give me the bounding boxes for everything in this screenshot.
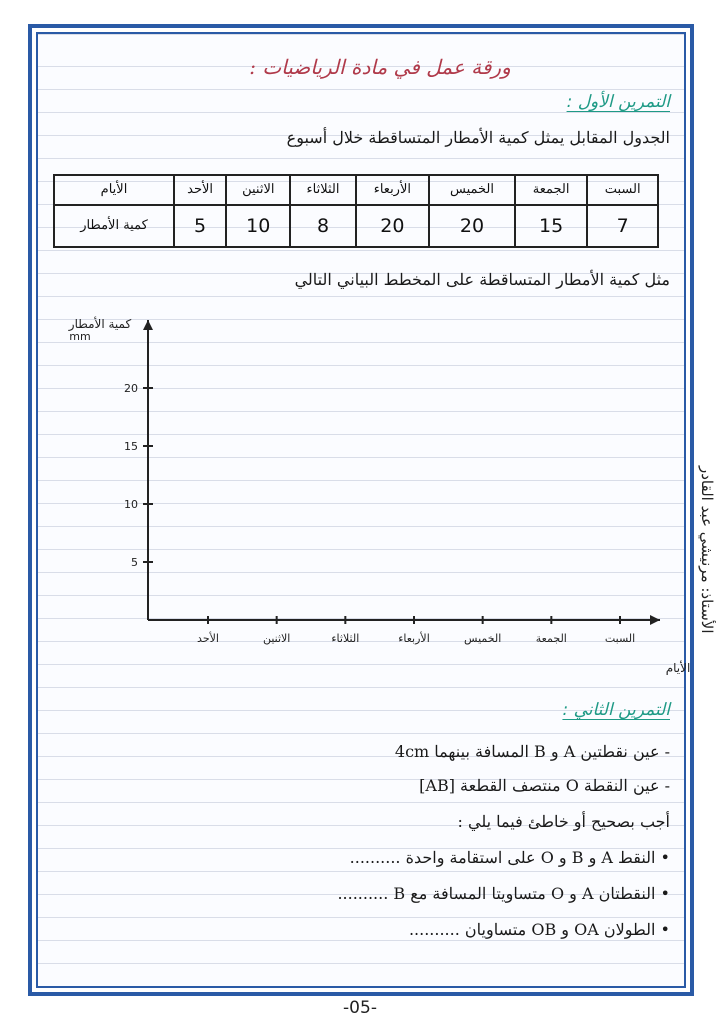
table-cell: 20 <box>356 205 429 247</box>
teacher-name: الأستاذ: مرنيشي عبد القادر <box>698 466 716 634</box>
x-tick-label: السبت <box>604 632 636 645</box>
x-tick-label: الأربعاء <box>398 632 430 645</box>
exercise1-instruction: الجدول المقابل يمثل كمية الأمطار المتساقطة خلال أسبوع <box>286 128 670 147</box>
table-cell: الأحد <box>174 175 226 205</box>
table-cell: السبت <box>587 175 658 205</box>
x-tick-label: الجمعة <box>535 632 567 645</box>
y-axis-unit: mm <box>69 330 91 343</box>
exercise1-heading: التمرين الأول : <box>566 92 670 112</box>
chart-instruction: مثل كمية الأمطار المتساقطة على المخطط البياني التالي <box>294 270 670 289</box>
true-false-item: • النقطتان A و O متساويتا المسافة مع B .......... <box>337 884 670 903</box>
table-row <box>54 205 658 247</box>
true-false-item: • النقط A و B و O على استقامة واحدة .......... <box>349 848 670 867</box>
true-false-item: • الطولان OA و OB متساويان .......... <box>408 920 670 939</box>
table-cell: الخميس <box>429 175 515 205</box>
x-tick-label: الاثنين <box>262 632 291 645</box>
table-cell: الاثنين <box>226 175 290 205</box>
table-cell: 10 <box>226 205 290 247</box>
y-axis-label: كمية الأمطار <box>68 317 132 331</box>
x-axis-arrow <box>650 615 660 625</box>
x-axis-label: الأيام <box>665 661 691 675</box>
table-cell: الجمعة <box>515 175 587 205</box>
x-tick-label: الثلاثاء <box>331 632 360 645</box>
table-cell: الأربعاء <box>356 175 429 205</box>
y-tick-label: 15 <box>124 440 138 453</box>
page-number: -05- <box>343 998 377 1018</box>
table-cell: 8 <box>290 205 355 247</box>
table-header-rain: كمية الأمطار <box>54 205 174 247</box>
worksheet-title: ورقة عمل في مادة الرياضيات : <box>249 55 511 79</box>
table-cell: الثلاثاء <box>290 175 355 205</box>
x-tick-label: الخميس <box>464 632 502 645</box>
exercise2-heading: التمرين الثاني : <box>562 700 670 720</box>
y-tick-label: 5 <box>131 556 138 569</box>
table-cell: 7 <box>587 205 658 247</box>
table-row <box>54 175 658 205</box>
rainfall-bar-chart <box>60 300 700 700</box>
y-tick-label: 20 <box>124 382 138 395</box>
exercise2-line1: - عين نقطتين A و B المسافة بينهما 4cm <box>394 742 670 761</box>
exercise2-line3: أجب بصحيح أو خاطئ فيما يلي : <box>457 812 670 831</box>
table-header-days: الأيام <box>54 175 174 205</box>
rainfall-table <box>53 174 659 248</box>
x-tick-label: الأحد <box>197 632 219 645</box>
table-cell: 15 <box>515 205 587 247</box>
table-cell: 5 <box>174 205 226 247</box>
table-cell: 20 <box>429 205 515 247</box>
y-tick-label: 10 <box>124 498 138 511</box>
y-axis-arrow <box>143 320 153 330</box>
exercise2-line2: - عين النقطة O منتصف القطعة [AB] <box>419 776 670 795</box>
